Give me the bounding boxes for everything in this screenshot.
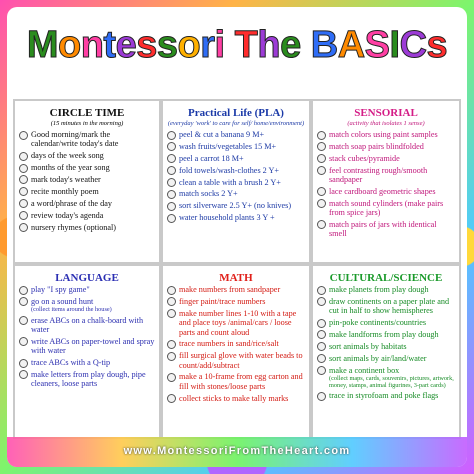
checklist-item <box>317 220 455 239</box>
title-letter: t <box>103 24 116 66</box>
section-heading: MATH <box>219 272 253 284</box>
checklist-item <box>317 366 455 389</box>
checkbox-circle-icon[interactable] <box>317 286 326 295</box>
title-letter: s <box>136 24 157 66</box>
section-subtitle: (activity that isolates 1 sense) <box>347 120 425 127</box>
checklist-item-text <box>31 297 112 313</box>
title-letter <box>225 23 235 67</box>
checklist-item-text: Good morning/mark the calendar/write today's date <box>31 130 119 149</box>
checklist-item <box>317 297 455 316</box>
title-letter: I <box>389 24 400 66</box>
title-letter: r <box>200 24 215 66</box>
checklist-item <box>19 316 155 335</box>
checklist-item-text: stack cubes/pyramide <box>329 153 400 163</box>
checkbox-circle-icon[interactable] <box>167 340 176 349</box>
checklist-item-text: a word/phrase of the day <box>31 198 112 208</box>
checklist-item <box>317 342 455 352</box>
section-heading: LANGUAGE <box>55 272 119 284</box>
checklist-item-note: (collect maps, cards, souvenirs, pictures, artwork, money, stamps, animal figurines, 3-part cards) <box>329 375 454 390</box>
checklist-item <box>19 199 155 209</box>
checkbox-circle-icon[interactable] <box>167 214 176 223</box>
checkbox-circle-icon[interactable] <box>317 297 326 306</box>
checklist-item-text: sort silverware 2.5 Y+ (no knives) <box>179 201 292 211</box>
section-heading: SENSORIAL <box>354 107 418 119</box>
checkbox-circle-icon[interactable] <box>167 309 176 318</box>
checklist-item-label: write ABCs on paper-towel and spray with water <box>31 336 155 356</box>
math-section <box>161 264 311 439</box>
checkbox-circle-icon[interactable] <box>19 370 28 379</box>
checklist-item <box>167 394 305 404</box>
checklist-item-text: match pairs of jars with identical smell <box>329 219 437 239</box>
title-letter: B <box>310 24 338 66</box>
checklist-item-text <box>31 285 90 294</box>
checklist-item-text <box>329 391 438 400</box>
activity-grid <box>13 99 461 439</box>
checklist <box>19 130 155 232</box>
checkbox-circle-icon[interactable] <box>317 166 326 175</box>
checkbox-circle-icon[interactable] <box>19 175 28 184</box>
title-letter: C <box>399 24 427 66</box>
checklist-item-label: draw continents on a paper plate and cut in half to show hemispheres <box>329 296 450 316</box>
title-letter: h <box>257 24 281 66</box>
checklist <box>167 130 305 223</box>
checkbox-circle-icon[interactable] <box>167 352 176 361</box>
title-letter: e <box>115 24 137 66</box>
checkbox-circle-icon[interactable] <box>167 154 176 163</box>
checklist-item-text: match soap pairs blindfolded <box>329 141 424 151</box>
checklist-item-text: feel contrasting rough/smooth sandpaper <box>329 165 428 185</box>
checklist-item <box>167 339 305 349</box>
checklist-item-text: match socks 2 Y+ <box>179 189 238 199</box>
checklist-item-label: trace in styrofoam and poke flags <box>329 391 439 401</box>
checklist-item <box>167 309 305 337</box>
checklist-item-text: match colors using paint samples <box>329 130 438 139</box>
checklist-item-text: review today's agenda <box>31 210 104 220</box>
checkbox-circle-icon[interactable] <box>19 187 28 196</box>
checklist-item <box>19 370 155 389</box>
checklist-item-text: peel & cut a banana 9 M+ <box>179 130 265 139</box>
checkbox-circle-icon[interactable] <box>317 220 326 229</box>
checkbox-circle-icon[interactable] <box>317 154 326 163</box>
checklist-item-text <box>31 316 155 335</box>
checklist-item-text: lace cardboard geometric shapes <box>329 186 436 196</box>
checkbox-circle-icon[interactable] <box>317 142 326 151</box>
checkbox-circle-icon[interactable] <box>317 392 326 401</box>
title-letter: M <box>26 24 58 66</box>
section-heading: CULTURAL/SCIENCE <box>329 272 443 284</box>
checkbox-circle-icon[interactable] <box>19 199 28 208</box>
title-letter: A <box>337 24 365 66</box>
checkbox-circle-icon[interactable] <box>19 223 28 232</box>
checkbox-circle-icon[interactable] <box>317 131 326 140</box>
checkbox-circle-icon[interactable] <box>317 319 326 328</box>
checkbox-circle-icon[interactable] <box>167 131 176 140</box>
checkbox-circle-icon[interactable] <box>19 152 28 161</box>
checklist-item <box>317 154 455 164</box>
checklist-item <box>19 285 155 295</box>
checklist-item-label: go on a sound hunt <box>31 296 94 306</box>
checkbox-circle-icon[interactable] <box>19 297 28 306</box>
checkbox-circle-icon[interactable] <box>19 164 28 173</box>
checklist-item-text: make number lines 1-10 with a tape and place toys /animal/cars / loose parts and count aloud <box>179 308 297 337</box>
title-letter: i <box>214 24 225 66</box>
checklist-item-text: finger paint/trace numbers <box>179 296 266 306</box>
sensorial-section <box>311 99 461 264</box>
footer-url[interactable]: www.MontessoriFromTheHeart.com <box>123 445 351 457</box>
poster-frame <box>7 7 467 467</box>
checklist <box>167 285 305 403</box>
section-subtitle: (15 minutes in the morning) <box>50 120 124 127</box>
checklist <box>19 285 155 389</box>
checklist-item-text: days of the week song <box>31 151 104 161</box>
checklist-item <box>167 285 305 295</box>
checklist-item-label: sort animals by habitats <box>329 341 407 351</box>
checkbox-circle-icon[interactable] <box>19 286 28 295</box>
checklist-item-label: trace ABCs with a Q-tip <box>31 358 111 368</box>
section-heading: CIRCLE TIME <box>49 107 125 119</box>
poster-title <box>7 23 467 67</box>
checklist-item <box>317 330 455 340</box>
checklist-item-text <box>329 297 455 316</box>
checklist-item <box>167 213 305 223</box>
checklist-item <box>167 189 305 199</box>
checklist-item-label: sort animals by air/land/water <box>329 353 427 363</box>
checkbox-circle-icon[interactable] <box>167 286 176 295</box>
checklist-item-text: nursery rhymes (optional) <box>31 222 117 232</box>
checkbox-circle-icon[interactable] <box>167 373 176 382</box>
checklist-item <box>167 372 305 391</box>
checklist-item <box>167 201 305 211</box>
checklist-item <box>19 358 155 368</box>
checkbox-circle-icon[interactable] <box>167 142 176 151</box>
section-subtitle: (everyday 'work' to care for self/ home/environment) <box>167 120 305 127</box>
checklist-item <box>19 130 155 149</box>
checkbox-circle-icon[interactable] <box>19 359 28 368</box>
checkbox-circle-icon[interactable] <box>317 199 326 208</box>
checklist-item-text <box>329 366 455 389</box>
checklist-item <box>317 391 455 401</box>
checklist-item <box>167 142 305 152</box>
checklist-item-text <box>329 318 426 327</box>
checklist-item-text: water household plants 3 Y + <box>179 213 275 223</box>
checklist-item <box>317 142 455 152</box>
checklist-item-text <box>31 358 110 367</box>
title-letter: s <box>426 24 448 66</box>
checklist-item-label: play "I spy game" <box>31 285 90 294</box>
checklist-item-text: match sound cylinders (make pairs from spice jars) <box>329 198 444 218</box>
checklist-item-note: (collect items around the house) <box>31 306 112 314</box>
checklist <box>317 285 455 401</box>
checkbox-circle-icon[interactable] <box>317 354 326 363</box>
checklist-item <box>167 130 305 140</box>
checklist-item-text: peel a carrot 18 M+ <box>179 153 244 163</box>
title-letter: s <box>156 24 178 66</box>
checklist-item-text: recite monthly poem <box>31 186 99 196</box>
checklist-item <box>167 297 305 307</box>
checklist-item-text: months of the year song <box>31 163 110 173</box>
checklist-item <box>167 351 305 370</box>
checklist-item <box>317 130 455 140</box>
title-letter: e <box>280 24 301 66</box>
checkbox-circle-icon[interactable] <box>167 297 176 306</box>
checklist-item-label: make planets from play dough <box>329 285 429 294</box>
checklist-item <box>317 354 455 364</box>
checklist-item-text <box>329 330 439 339</box>
checklist-item <box>317 318 455 328</box>
title-letter <box>301 23 311 67</box>
checklist-item-text <box>329 285 429 294</box>
checkbox-circle-icon[interactable] <box>317 366 326 375</box>
practical-life-section <box>161 99 311 264</box>
checklist-item <box>19 151 155 161</box>
checklist-item <box>167 178 305 188</box>
title-letter: n <box>80 24 104 66</box>
checklist-item <box>317 199 455 218</box>
checklist-item <box>167 166 305 176</box>
checklist-item-text: fold towels/wash-clothes 2 Y+ <box>179 165 280 175</box>
checkbox-circle-icon[interactable] <box>167 166 176 175</box>
title-letter: o <box>57 24 81 66</box>
checkbox-circle-icon[interactable] <box>317 342 326 351</box>
checklist-item-text <box>329 342 407 351</box>
checklist-item-label: make letters from play dough, pipe cleaners, loose parts <box>31 369 146 389</box>
checklist-item <box>19 211 155 221</box>
checkbox-circle-icon[interactable] <box>167 190 176 199</box>
checklist-item-label: pin-poke continents/countries <box>329 318 427 328</box>
circle-time-section <box>13 99 161 264</box>
checklist-item <box>317 285 455 295</box>
cultural-science-section <box>311 264 461 439</box>
checkbox-circle-icon[interactable] <box>317 187 326 196</box>
checklist-item-text <box>329 354 427 363</box>
checklist-item-text: collect sticks to make tally marks <box>179 393 289 403</box>
checklist-item <box>19 223 155 233</box>
checklist-item-label: make landforms from play dough <box>329 329 439 339</box>
checkbox-circle-icon[interactable] <box>167 178 176 187</box>
checkbox-circle-icon[interactable] <box>167 202 176 211</box>
checklist-item-label: erase ABCs on a chalk-board with water <box>31 315 144 335</box>
checklist-item-text: trace numbers in sand/rice/salt <box>179 339 279 349</box>
checklist-item-text <box>31 370 155 389</box>
checkbox-circle-icon[interactable] <box>19 316 28 325</box>
section-heading: Practical Life (PLA) <box>188 107 284 119</box>
checklist-item <box>19 163 155 173</box>
checklist-item <box>317 166 455 185</box>
checkbox-circle-icon[interactable] <box>167 394 176 403</box>
checklist-item <box>317 187 455 197</box>
checkbox-circle-icon[interactable] <box>19 131 28 140</box>
checklist-item-text: make a 10-frame from egg carton and fill with stones/loose parts <box>179 372 303 391</box>
checklist-item <box>19 187 155 197</box>
language-section <box>13 264 161 439</box>
checkbox-circle-icon[interactable] <box>19 211 28 220</box>
checklist-item-label: make a continent box <box>329 365 400 375</box>
checkbox-circle-icon[interactable] <box>317 330 326 339</box>
checklist-item <box>19 337 155 356</box>
checklist-item <box>167 154 305 164</box>
checklist-item-text: clean a table with a brush 2 Y+ <box>179 177 281 187</box>
title-letter: o <box>177 24 201 66</box>
checklist-item <box>19 175 155 185</box>
checklist-item <box>19 297 155 313</box>
checklist <box>317 130 455 239</box>
checklist-item-text: wash fruits/vegetables 15 M+ <box>179 141 277 151</box>
checklist-item-text: fill surgical glove with water beads to count/add/subtract <box>179 351 303 370</box>
checklist-item-text: mark today's weather <box>31 174 101 184</box>
title-letter: S <box>364 24 390 66</box>
checklist-item-text <box>31 337 155 356</box>
checkbox-circle-icon[interactable] <box>19 337 28 346</box>
title-letter: T <box>234 24 258 66</box>
checklist-item-text: make numbers from sandpaper <box>179 285 281 294</box>
